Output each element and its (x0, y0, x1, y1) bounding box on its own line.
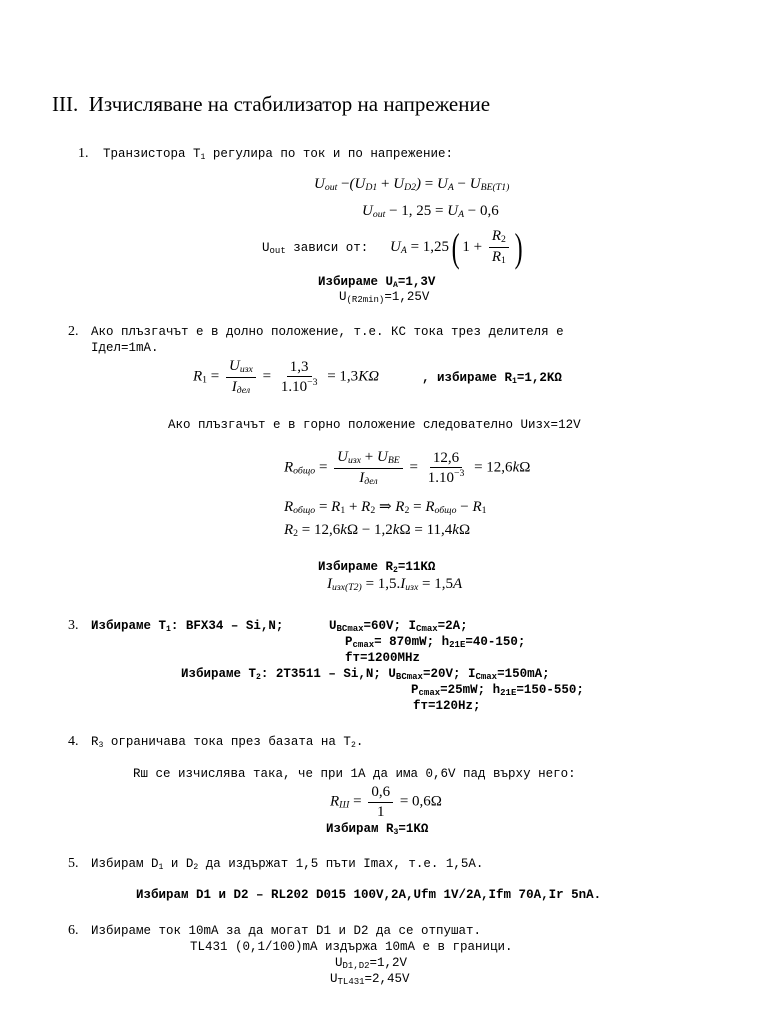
t1-ratings-1: $U_{BCmax}=60V$; $I_{Cmax}=2A$; (329, 619, 468, 634)
choose-r1: , избираме $R_1=1,2K\Omega$ (422, 371, 562, 386)
item-6-line2: TL431 (0,1/100)mA издържа 10mA е в граници. (190, 940, 513, 954)
t1-selection: Избираме $T_1$: BFX34 – Si,N; (91, 619, 284, 634)
t1-ft: fт=1200MHz (345, 651, 421, 665)
formula-f6: $R_{общо} = R_1 + R_2$ ⇒ $R_2 = R_{общо} - R_1$ (284, 499, 487, 516)
section-numeral: III. (52, 92, 79, 116)
formula-f5: $R_{общо}$ = $\frac{U_{изх} + U_{BE}}{I_{дел}}$ = $\frac{12,6}{1.10^{-3}}$ = 12,6kΩ (284, 449, 531, 487)
item-number: 6. (68, 923, 79, 938)
section-heading (52, 92, 490, 117)
choose-ua: Избираме $U_A=1,3V$ (318, 275, 436, 290)
item-number: 3. (68, 618, 79, 633)
section-title: Изчисляване на стабилизатор на напрежение (88, 92, 491, 116)
item-1-text: Транзистора $T_1$ регулира по ток и по напрежение: (103, 147, 453, 162)
formula-f3: $U_A = 1,25$( 1 + $\frac{R_2}{R_1}$ ) (390, 225, 523, 270)
utl431-value: $U_{TL431}=2,45V$ (330, 972, 410, 987)
formula-f7: $R_2 = 12,6k\Omega - 1,2k\Omega = 11,4k\Omega$ (284, 522, 471, 539)
t1-ratings-2: $P_{cmax}= 870mW$; $h_{21E}=40-150$; (345, 635, 526, 650)
formula-f9: $R_Ш$ = $\frac{0,6}{1}$ = 0,6Ω (330, 784, 442, 820)
item-2-line1: Ако плъзгачът е в долно положение, т.е. КС тока трез делителя е (91, 325, 564, 339)
t2-ratings: $P_{cmax}=25mW$; $h_{21E}=150-550$; (411, 683, 584, 698)
t2-ft: fт=120Hz; (413, 699, 481, 713)
ud-value: $U_{D1,D2}=1,2V$ (335, 956, 408, 971)
rsh-description: Rш се изчислява така, че при 1A да има 0,6V пад върху него: (133, 767, 576, 781)
item-6-line1: Избираме ток 10mA за да могат D1 и D2 да се отпушат. (91, 924, 482, 938)
ur2min-value: $U_{(R2min)}=1,25V$ (339, 290, 430, 305)
upper-position-text: Ако плъзгачът е в горно положение следователно Uизх=12V (168, 418, 581, 432)
formula-f4: $R_1$ = $\frac{U_{изх}}{I_{дел}}$ = $\frac{1,3}{1.10^{-3}}$ = 1,3KΩ (193, 358, 380, 396)
choose-r2: Избираме $R_2=11K\Omega$ (318, 560, 436, 575)
t2-selection: Избираме $T_2$: 2T3511 – Si,N; $U_{BCmax}=20V$; $I_{Cmax}=150mA$; (181, 667, 550, 682)
uout-depends-label: $U_{out}$ зависи от: (262, 241, 369, 256)
item-2-line2: Iдел=1mA. (91, 341, 159, 355)
item-number: 5. (68, 856, 79, 871)
item-4-text: $R_3$ ограничава тока през базата на $T_2$. (91, 735, 364, 750)
item-number: 4. (68, 734, 79, 749)
formula-f1: $U_{out} -(U_{D1} + U_{D2}) = U_A - U_{BE(T1)}$ (314, 176, 510, 193)
choose-r3: Избирам $R_3=1K\Omega$ (326, 822, 429, 837)
formula-f2: $U_{out} - 1$, $25 = U_A - 0,6$ (362, 203, 499, 220)
item-number: 1. (78, 146, 89, 161)
choose-diodes: Избирам D1 и D2 – RL202 D015 100V,2A,Ufm 1V/2A,Ifm 70A,Ir 5nA. (136, 888, 602, 902)
formula-f8: $I_{изх(T2)} = 1,5.I_{изх} = 1,5A$ (327, 576, 463, 593)
item-5-text: Избирам $D_1$ и $D_2$ да издържат 1,5 пъти Imax, т.е. 1,5A. (91, 857, 484, 872)
item-number: 2. (68, 324, 79, 339)
